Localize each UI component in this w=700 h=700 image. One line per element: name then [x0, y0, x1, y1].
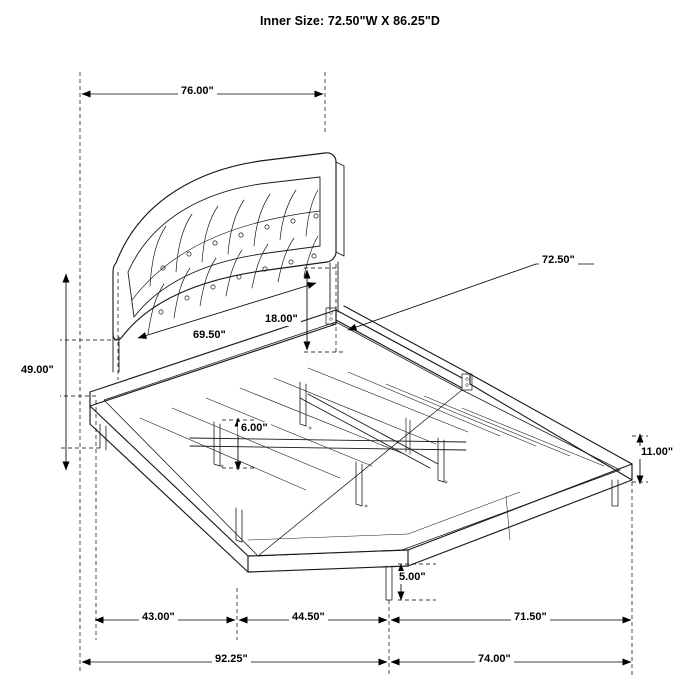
dim-overall-height: 49.00": [18, 364, 57, 377]
dim-footprint-mid: 44.50": [289, 611, 328, 624]
dim-leg-height: 5.00": [396, 571, 429, 584]
page-title: Inner Size: 72.50"W X 86.25"D: [259, 14, 441, 28]
dim-side-rail-length: 72.50": [539, 254, 578, 267]
dim-overall-depth-right: 74.00": [475, 653, 514, 666]
dim-headboard-panel-width: 69.50": [190, 329, 229, 342]
dim-headboard-panel-height: 18.00": [262, 313, 301, 326]
dim-footprint-right: 71.50": [511, 611, 550, 624]
dim-rail-height: 11.00": [638, 446, 676, 459]
dim-overall-depth-left: 92.25": [212, 653, 251, 666]
dim-headboard-width: 76.00": [178, 85, 217, 98]
dim-footprint-left: 43.00": [139, 611, 178, 624]
dim-slat-clearance: 6.00": [238, 422, 271, 435]
